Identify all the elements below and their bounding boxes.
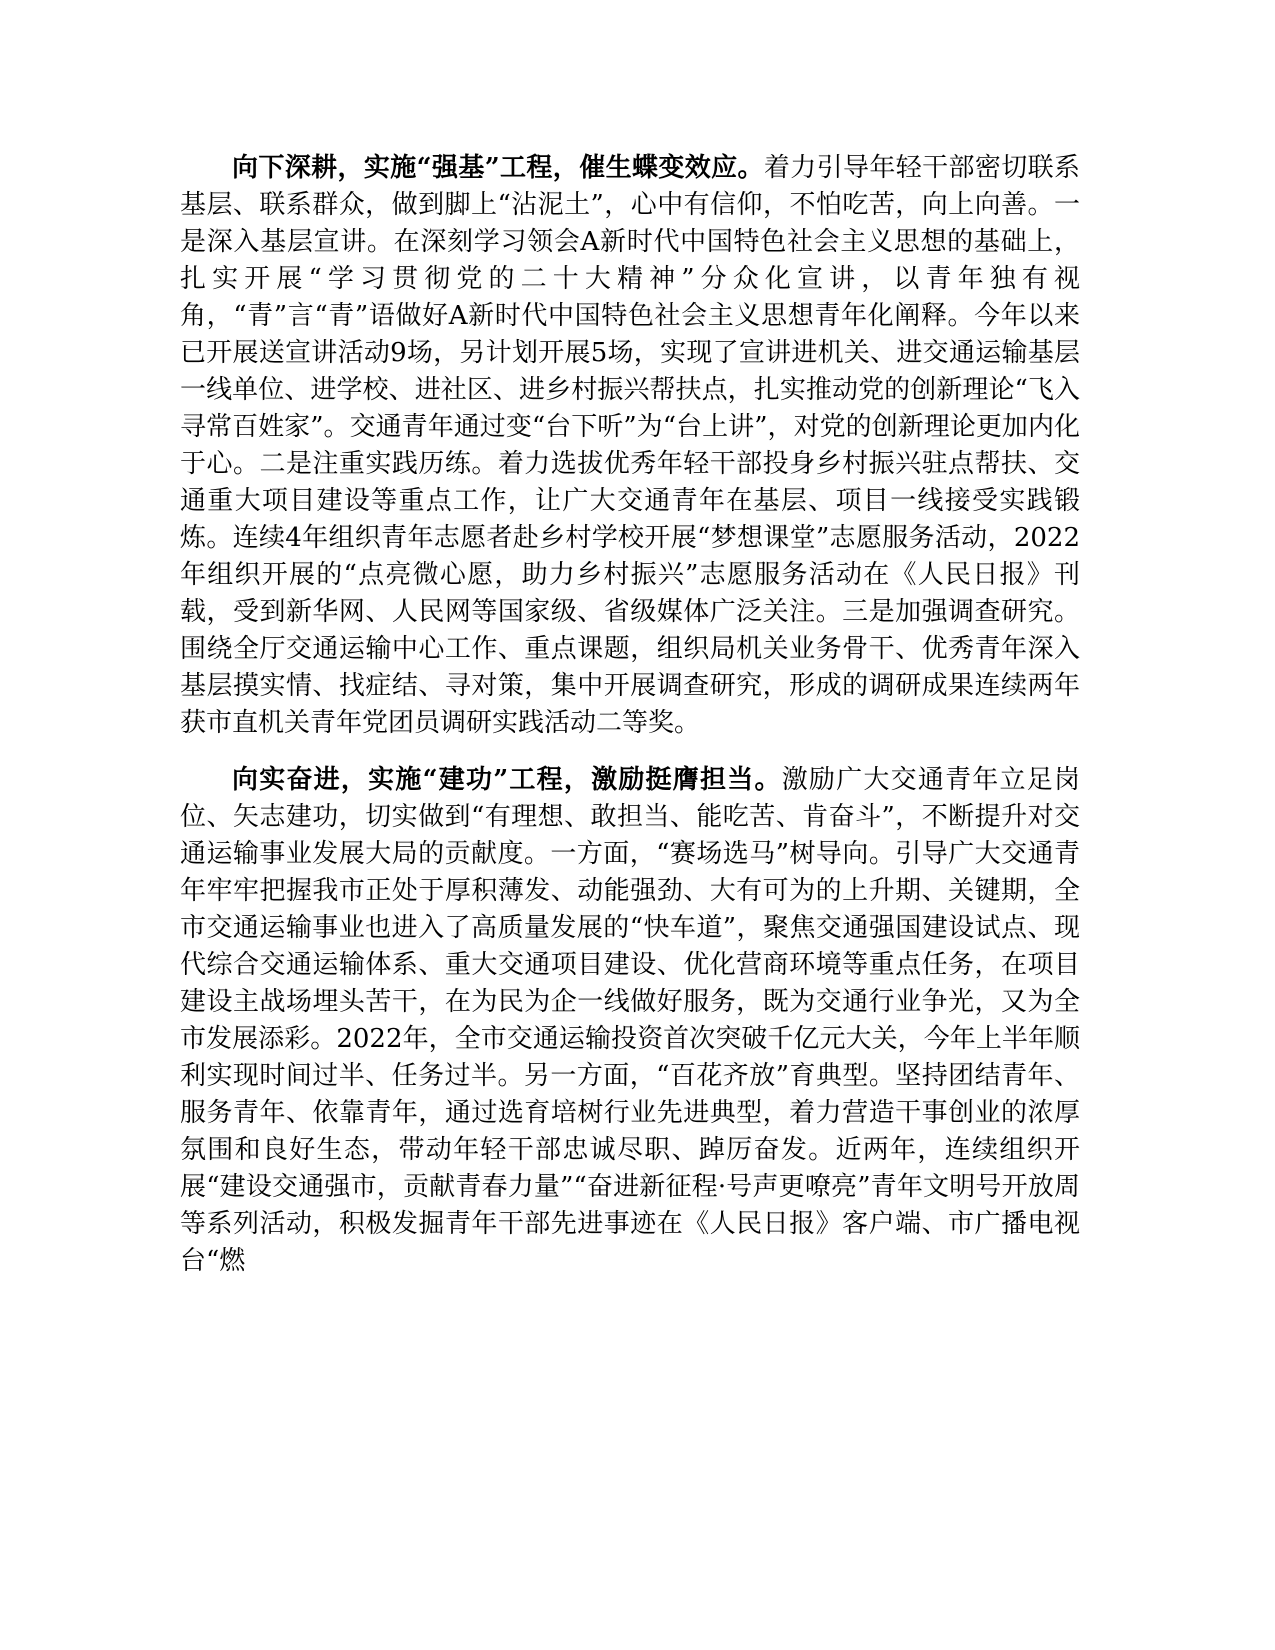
document-page [180, 150, 1080, 1280]
paragraph-body: 着力引导年轻干部密切联系基层、联系群众，做到脚上“沾泥土”，心中有信仰，不怕吃苦，向上向善。一是深入基层宣讲。在深刻学习领会A新时代中国特色社会主义思想的基础上，扎实开展“学习贯彻党的二十大精神”分众化宣讲，以青年独有视角，“青”言“青”语做好A新时代中国特色社会主义思想青年化阐释。今年以来已开展送宣讲活动9场，另计划开展5场，实现了宣讲进机关、进交通运输基层一线单位、进学校、进社区、进乡村振兴帮扶点，扎实推动党的创新理论“飞入寻常百姓家”。交通青年通过变“台下听”为“台上讲”，对党的创新理论更加内化于心。二是注重实践历练。着力选拔优秀年轻干部投身乡村振兴驻点帮扶、交通重大项目建设等重点工作，让广大交通青年在基层、项目一线接受实践锻炼。连续4年组织青年志愿者赴乡村学校开展“梦想课堂”志愿服务活动，2022年组织开展的“点亮微心愿，助力乡村振兴”志愿服务活动在《人民日报》刊载，受到新华网、人民网等国家级、省级媒体广泛关注。三是加强调查研究。围绕全厅交通运输中心工作、重点课题，组织局机关业务骨干、优秀青年深入基层摸实情、找症结、寻对策，集中开展调查研究，形成的调研成果连续两年获市直机关青年党团员调研实践活动二等奖。 [180, 153, 1080, 738]
paragraph-body: 激励广大交通青年立足岗位、矢志建功，切实做到“有理想、敢担当、能吃苦、肯奋斗”，不断提升对交通运输事业发展大局的贡献度。一方面，“赛场选马”树导向。引导广大交通青年牢牢把握我市正处于厚积薄发、动能强劲、大有可为的上升期、关键期，全市交通运输事业也进入了高质量发展的“快车道”，聚焦交通强国建设试点、现代综合交通运输体系、重大交通项目建设、优化营商环境等重点任务，在项目建设主战场埋头苦干，在为民为企一线做好服务，既为交通行业争光，又为全市发展添彩。2022年，全市交通运输投资首次突破千亿元大关，今年上半年顺利实现时间过半、任务过半。另一方面，“百花齐放”育典型。坚持团结青年、服务青年、依靠青年，通过选育培树行业先进典型，着力营造干事创业的浓厚氛围和良好生态，带动年轻干部忠诚尽职、踔厉奋发。近两年，连续组织开展“建设交通强市，贡献青春力量”“奋进新征程·号声更嘹亮”青年文明号开放周等系列活动，积极发掘青年干部先进事迹在《人民日报》客户端、市广播电视台“燃 [180, 765, 1080, 1276]
paragraph-strong-foundation [180, 150, 1080, 742]
paragraph-make-contribution [180, 762, 1080, 1280]
paragraph-heading: 向实奋进，实施“建功”工程，激励挺膺担当。 [232, 765, 782, 795]
paragraph-heading: 向下深耕，实施“强基”工程，催生蝶变效应。 [232, 153, 764, 183]
